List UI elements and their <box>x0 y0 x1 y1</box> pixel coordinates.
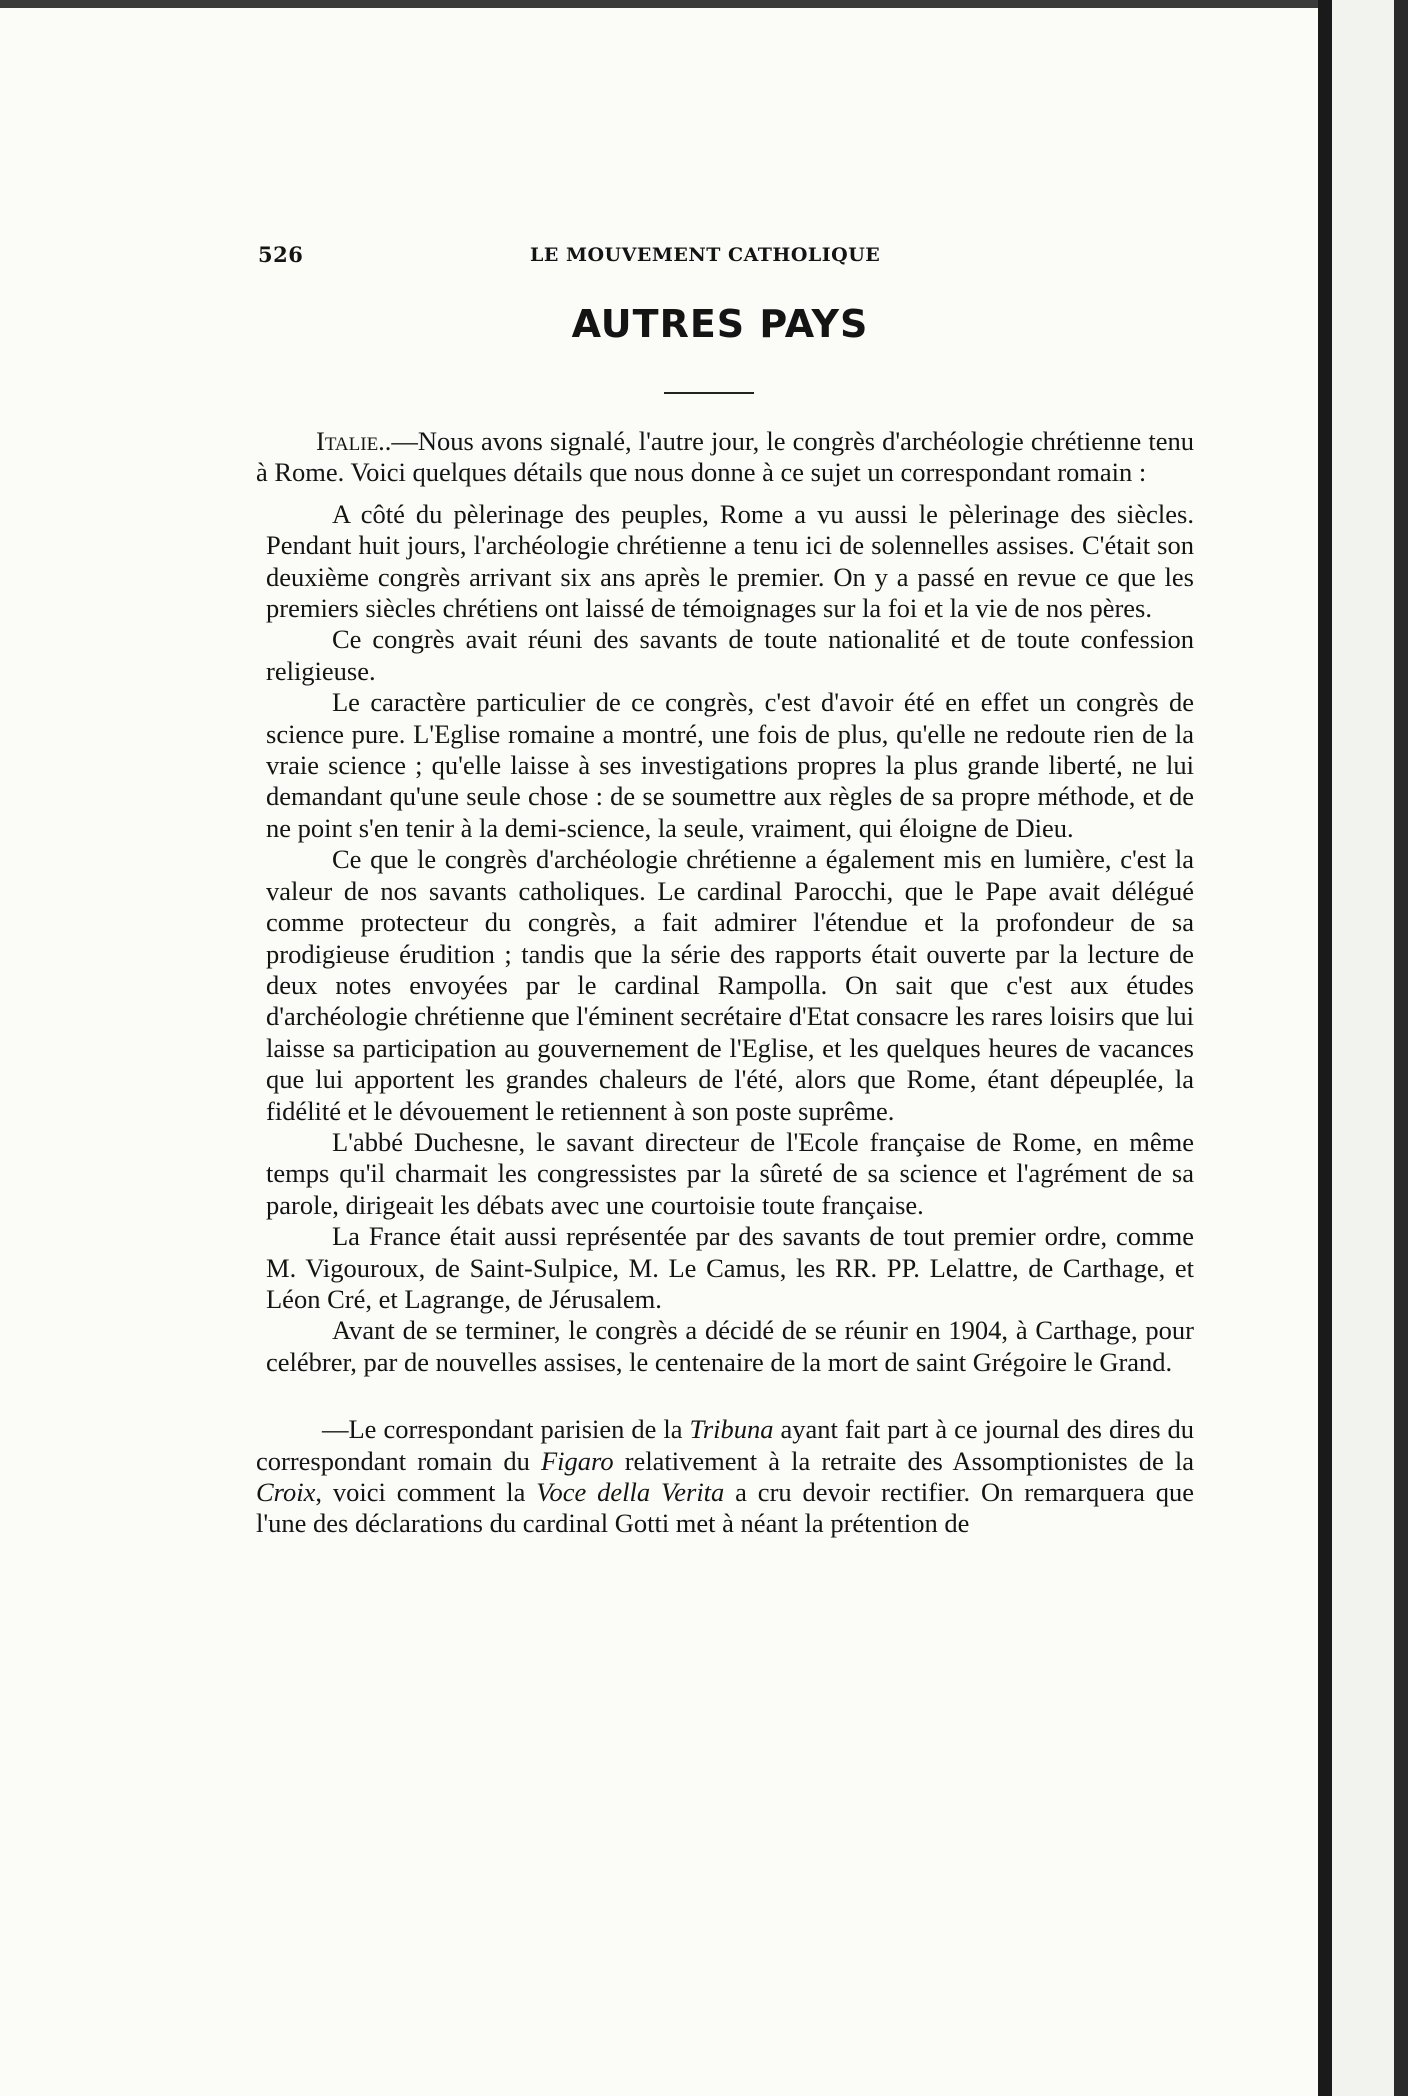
paragraph: La France était aussi représentée par des savants de tout premier ordre, comme M. Vigouroux, de Saint-Sulpice, M. Le Camus, les RR. PP. Lelattre, de Carthage, et Léon Cré, et Lagrange, de Jérusalem. <box>266 1221 1194 1314</box>
country-lead: Italie.. <box>316 426 392 456</box>
article-body <box>256 426 1194 1540</box>
paragraph: Ce que le congrès d'archéologie chrétienne a également mis en lumière, c'est la valeur de nos savants catholiques. Le cardinal Parocchi, que le Pape avait délégué comme protecteur du congrès, a fait admirer l'étendue et la profondeur de sa prodigieuse érudition ; tandis que la série des rapports était ouverte par la lecture de deux notes envoyées par le cardinal Rampolla. On sait que c'est aux études d'archéologie chrétienne que l'éminent secrétaire d'Etat consacre les rares loisirs que lui laisse sa participation au gouvernement de l'Eglise, et les quelques heures de vacances que lui apportent les grandes chaleurs de l'été, alors que Rome, étant dépeuplée, la fidélité et le dévouement le retiennent à son poste suprême. <box>266 844 1194 1126</box>
publication-name: Croix <box>256 1477 316 1507</box>
closing-paragraph: —Le correspondant parisien de la Tribuna ayant fait part à ce journal des dires du correspondant romain du Figaro relativement à la retraite des Assomptionistes de la Croix, voici comment la Voce della Verita a cru devoir rectifier. On remarquera que l'une des déclarations du cardinal Gotti met à néant la prétention de <box>256 1414 1194 1539</box>
publication-name: Voce della Verita <box>536 1477 725 1507</box>
paragraph: L'abbé Duchesne, le savant directeur de l'Ecole française de Rome, en même temps qu'il charmait les congressistes par la sûreté de sa science et l'agrément de sa parole, dirigeait les débats avec une courtoisie toute française. <box>266 1126 1194 1220</box>
page-gutter <box>1318 0 1408 2096</box>
section-title: AUTRES PAYS <box>571 302 869 346</box>
paragraph: Avant de se terminer, le congrès a décidé de se réunir en 1904, à Carthage, pour celébrer, par de nouvelles assises, le centenaire de la mort de saint Grégoire le Grand. <box>266 1315 1194 1377</box>
page-number: 526 <box>258 242 304 267</box>
publication-name: Tribuna <box>689 1414 774 1445</box>
quoted-correspondence <box>256 499 1194 1378</box>
title-rule <box>664 392 754 394</box>
page <box>0 8 1318 2096</box>
paragraph: Italie..—Nous avons signalé, l'autre jour, le congrès d'archéologie chrétienne tenu à Rome. Voici quelques détails que nous donne à ce sujet un correspondant romain : <box>256 426 1194 488</box>
paragraph: Ce congrès avait réuni des savants de toute nationalité et de toute confession religieuse. <box>266 624 1194 686</box>
publication-name: Figaro <box>540 1445 614 1476</box>
paragraph: A côté du pèlerinage des peuples, Rome a vu aussi le pèlerinage des siècles. Pendant huit jours, l'archéologie chrétienne a tenu ici de solennelles assises. C'était son deuxième congrès arrivant six ans après le premier. On y a passé en revue ce que les premiers siècles chrétiens ont laissé de témoignages sur la foi et la vie de nos pères. <box>266 498 1194 624</box>
page-header <box>258 242 898 276</box>
paragraph: Le caractère particulier de ce congrès, c'est d'avoir été en effet un congrès de science pure. L'Eglise romaine a montré, une fois de plus, qu'elle ne redoute rien de la vraie science ; qu'elle laisse à ses investigations propres la plus grande liberté, ne lui demandant qu'une seule chose : de se soumettre aux règles de sa propre méthode, et de ne point s'en tenir à la demi-science, la seule, vraiment, qui éloigne de Dieu. <box>266 687 1194 843</box>
running-head: LE MOUVEMENT CATHOLIQUE <box>530 244 881 266</box>
